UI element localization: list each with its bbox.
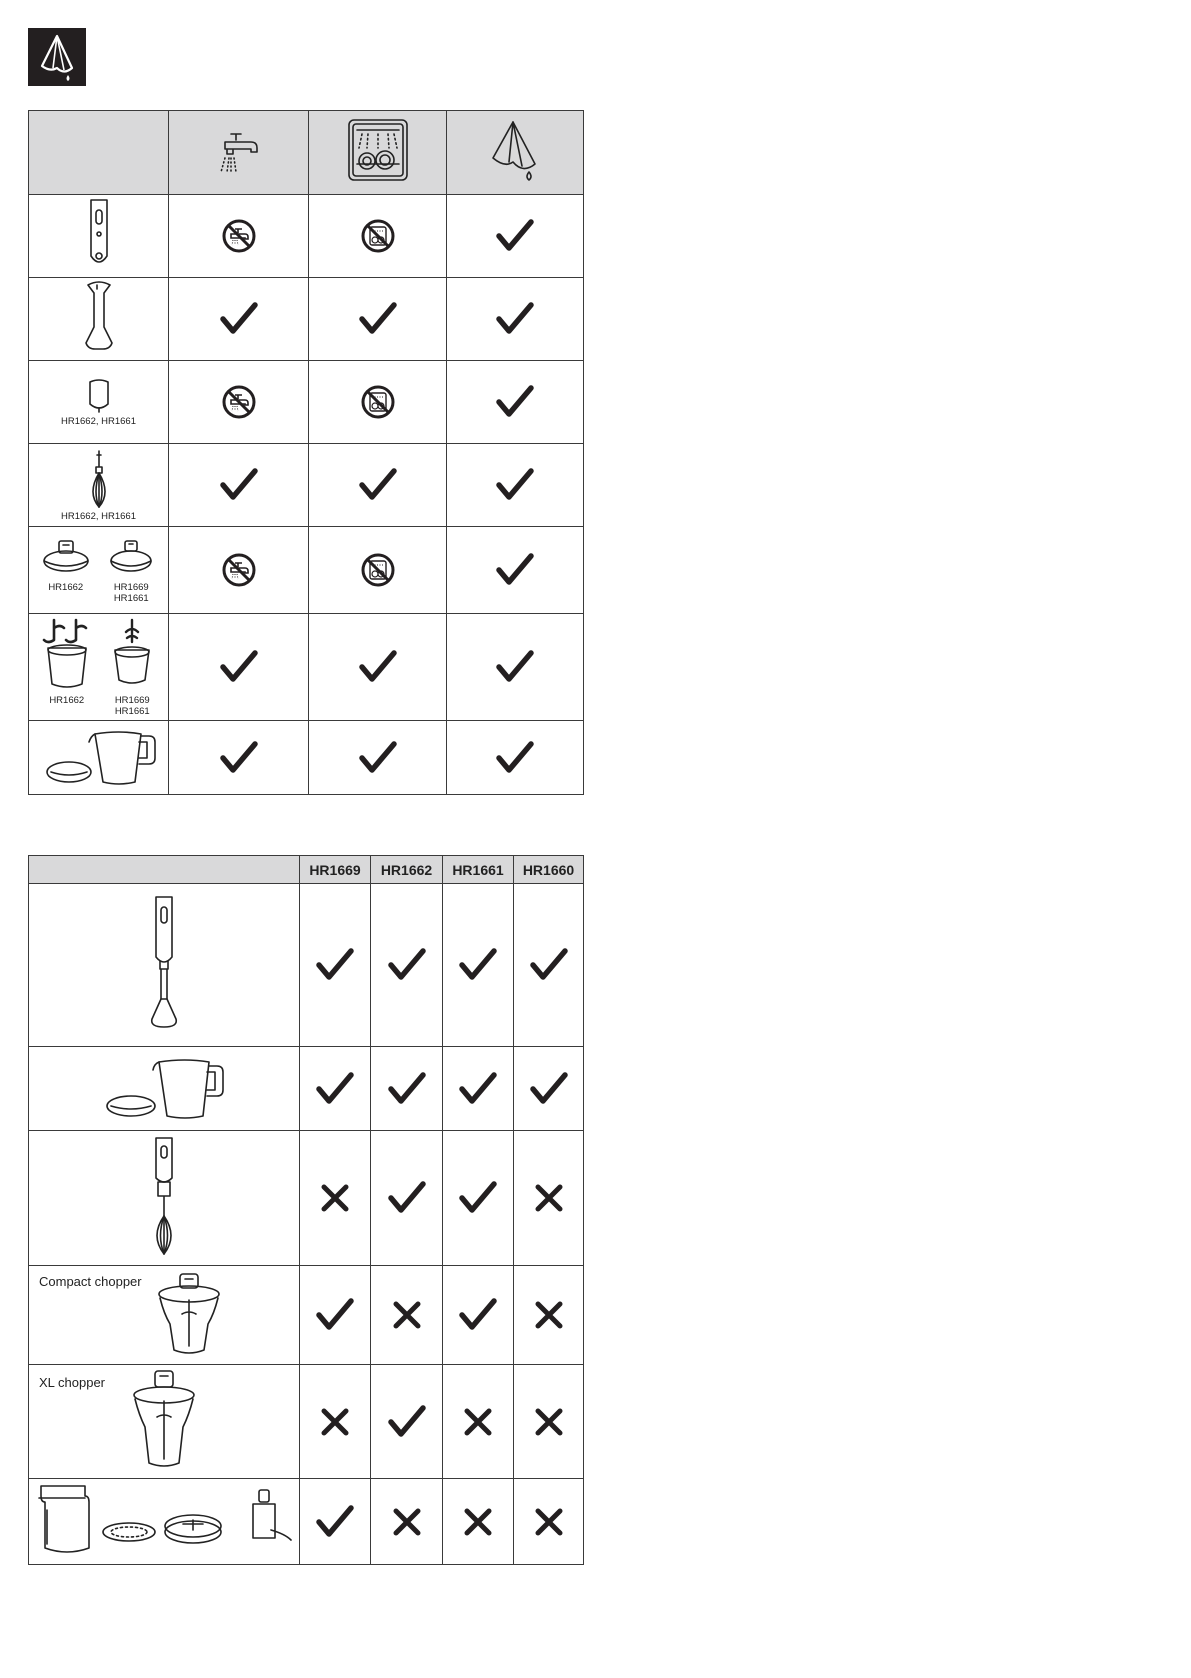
- beaker-lid-image: [29, 721, 169, 795]
- food-processor-mark-2: [443, 1479, 514, 1565]
- check-icon: [529, 947, 569, 983]
- chopper-bowl-label-a: HR1662: [49, 694, 85, 706]
- model-header-0: HR1669: [300, 856, 371, 884]
- cross-icon: [534, 1183, 564, 1213]
- whisk-attachment-mark-0: [300, 1131, 371, 1266]
- compact-chopper-mark-2: [443, 1266, 514, 1365]
- chopper-lid-label-a: HR1662: [48, 581, 84, 593]
- no-rinse-icon: [221, 218, 257, 254]
- check-icon: [358, 740, 398, 776]
- no-dishwasher-icon: [360, 384, 396, 420]
- blender-bar-cloth-mark: [447, 278, 584, 361]
- chopper-lid-label-c: HR1661: [113, 592, 149, 604]
- hand-blender-image: [29, 884, 300, 1047]
- check-icon: [458, 1180, 498, 1216]
- hand-blender-mark-3: [514, 884, 584, 1047]
- beaker-mark-2: [443, 1047, 514, 1131]
- motor-unit-cloth-mark: [447, 195, 584, 278]
- whisk-coupling-image: [29, 361, 169, 444]
- cross-icon: [392, 1507, 422, 1537]
- whisk-dishwasher-mark: [309, 444, 447, 527]
- xl-chopper-mark-0: [300, 1365, 371, 1479]
- check-icon: [495, 740, 535, 776]
- cross-icon: [534, 1407, 564, 1437]
- check-icon: [219, 740, 259, 776]
- check-icon: [358, 649, 398, 685]
- whisk-coupling-rinse-mark: [169, 361, 309, 444]
- compact-chopper-mark-3: [514, 1266, 584, 1365]
- check-icon: [387, 947, 427, 983]
- beaker-mark-0: [300, 1047, 371, 1131]
- chopper-bowls-image: [29, 614, 169, 721]
- check-icon: [495, 649, 535, 685]
- hand-blender-mark-2: [443, 884, 514, 1047]
- dishwasher-icon: [345, 117, 411, 183]
- chopper-lid-label-b: HR1669: [113, 581, 149, 593]
- cross-icon: [392, 1300, 422, 1330]
- blender-bar-dishwasher-mark: [309, 278, 447, 361]
- header-faucet-cell: [169, 111, 309, 195]
- hand-blender-mark-0: [300, 884, 371, 1047]
- chopper-bowl-label-c: HR1661: [114, 705, 150, 717]
- models-row-beaker: [29, 1047, 584, 1131]
- header-empty-cell: [29, 111, 169, 195]
- cleaning-row-beaker: [29, 721, 584, 795]
- check-icon: [495, 218, 535, 254]
- chopper-lids-image: [29, 527, 169, 614]
- cleaning-row-chopper-bowls: [29, 614, 584, 721]
- check-icon: [315, 947, 355, 983]
- whisk-rinse-mark: [169, 444, 309, 527]
- cross-icon: [534, 1507, 564, 1537]
- beaker-rinse-mark: [169, 721, 309, 795]
- models-row-hand-blender: [29, 884, 584, 1047]
- models-row-xl-chopper: [29, 1365, 584, 1479]
- check-icon: [315, 1071, 355, 1107]
- model-header-3: HR1660: [514, 856, 584, 884]
- cleaning-row-blender-bar: [29, 278, 584, 361]
- check-icon: [458, 947, 498, 983]
- no-dishwasher-icon: [360, 552, 396, 588]
- cleaning-row-chopper-lids: [29, 527, 584, 614]
- chopper-bowls-cloth-mark: [447, 614, 584, 721]
- check-icon: [495, 301, 535, 337]
- check-icon: [219, 467, 259, 503]
- cleaning-cloth-logo-icon: [28, 28, 86, 86]
- motor-unit-rinse-mark: [169, 195, 309, 278]
- damp-cloth-icon: [485, 118, 545, 182]
- check-icon: [358, 467, 398, 503]
- check-icon: [458, 1071, 498, 1107]
- check-icon: [219, 301, 259, 337]
- xl-chopper-label: XL chopper: [39, 1375, 106, 1390]
- whisk-coupling-cloth-mark: [447, 361, 584, 444]
- no-rinse-icon: [221, 552, 257, 588]
- cleaning-header-row: [29, 111, 584, 195]
- chopper-bowls-dishwasher-mark: [309, 614, 447, 721]
- whisk-models: HR1662, HR1661: [61, 510, 136, 522]
- check-icon: [495, 467, 535, 503]
- compact-chopper-label: Compact chopper: [39, 1274, 142, 1289]
- model-header-1: HR1662: [371, 856, 443, 884]
- cleaning-table: [28, 110, 584, 795]
- whisk-attachment-mark-3: [514, 1131, 584, 1266]
- whisk-cloth-mark: [447, 444, 584, 527]
- food-processor-mark-1: [371, 1479, 443, 1565]
- blender-bar-image: [29, 278, 169, 361]
- compact-chopper-mark-1: [371, 1266, 443, 1365]
- no-dishwasher-icon: [360, 218, 396, 254]
- cleaning-row-whisk: [29, 444, 584, 527]
- beaker-dishwasher-mark: [309, 721, 447, 795]
- check-icon: [529, 1071, 569, 1107]
- chopper-lids-cloth-mark: [447, 527, 584, 614]
- xl-chopper-mark-2: [443, 1365, 514, 1479]
- food-processor-mark-0: [300, 1479, 371, 1565]
- food-processor-kit-image: [29, 1479, 300, 1565]
- motor-unit-dishwasher-mark: [309, 195, 447, 278]
- cross-icon: [534, 1300, 564, 1330]
- check-icon: [495, 384, 535, 420]
- models-header-row: [29, 856, 584, 884]
- xl-chopper-mark-1: [371, 1365, 443, 1479]
- food-processor-mark-3: [514, 1479, 584, 1565]
- blender-bar-rinse-mark: [169, 278, 309, 361]
- motor-unit-image: [29, 195, 169, 278]
- compact-chopper-mark-0: [300, 1266, 371, 1365]
- whisk-attachment-mark-1: [371, 1131, 443, 1266]
- chopper-bowl-label-b: HR1669: [114, 694, 150, 706]
- models-row-food-processor: [29, 1479, 584, 1565]
- faucet-rinse-icon: [209, 120, 269, 180]
- beaker-cloth-mark: [447, 721, 584, 795]
- check-icon: [315, 1297, 355, 1333]
- hand-blender-mark-1: [371, 884, 443, 1047]
- whisk-attachment-image: [29, 1131, 300, 1266]
- header-cloth-cell: [447, 111, 584, 195]
- models-row-compact-chopper: [29, 1266, 584, 1365]
- check-icon: [387, 1404, 427, 1440]
- whisk-coupling-models: HR1662, HR1661: [61, 415, 136, 427]
- compact-chopper-cell: [29, 1266, 300, 1365]
- no-rinse-icon: [221, 384, 257, 420]
- cross-icon: [320, 1407, 350, 1437]
- xl-chopper-mark-3: [514, 1365, 584, 1479]
- beaker-mark-1: [371, 1047, 443, 1131]
- cleaning-row-motor-unit: [29, 195, 584, 278]
- check-icon: [358, 301, 398, 337]
- models-row-whisk: [29, 1131, 584, 1266]
- models-table: [28, 855, 584, 1565]
- check-icon: [495, 552, 535, 588]
- check-icon: [219, 649, 259, 685]
- cross-icon: [320, 1183, 350, 1213]
- cleaning-row-whisk-coupling: [29, 361, 584, 444]
- chopper-lids-rinse-mark: [169, 527, 309, 614]
- check-icon: [387, 1071, 427, 1107]
- cross-icon: [463, 1507, 493, 1537]
- model-header-2: HR1661: [443, 856, 514, 884]
- cross-icon: [463, 1407, 493, 1437]
- check-icon: [315, 1504, 355, 1540]
- chopper-bowls-rinse-mark: [169, 614, 309, 721]
- chopper-lids-dishwasher-mark: [309, 527, 447, 614]
- whisk-attachment-mark-2: [443, 1131, 514, 1266]
- header-dishwasher-cell: [309, 111, 447, 195]
- whisk-coupling-dishwasher-mark: [309, 361, 447, 444]
- beaker-mark-3: [514, 1047, 584, 1131]
- check-icon: [458, 1297, 498, 1333]
- xl-chopper-cell: [29, 1365, 300, 1479]
- check-icon: [387, 1180, 427, 1216]
- whisk-image: [29, 444, 169, 527]
- beaker-image: [29, 1047, 300, 1131]
- models-header-empty: [29, 856, 300, 884]
